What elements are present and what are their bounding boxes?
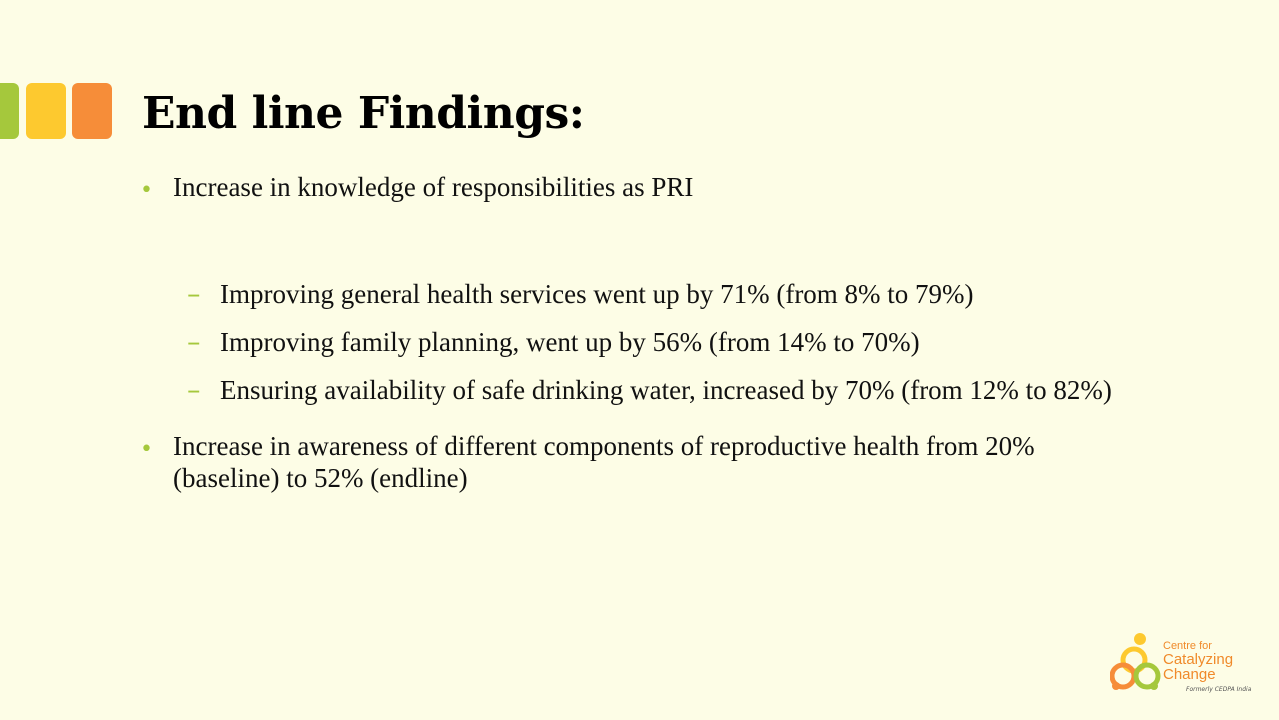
bullet-item xyxy=(140,172,1140,204)
sub-bullet-text: Improving family planning, went up by 56% (from 14% to 70%) xyxy=(220,326,920,357)
sub-bullet-item xyxy=(140,327,1140,359)
sub-bullet-item xyxy=(140,375,1140,407)
sub-bullet-marker: – xyxy=(187,278,201,310)
logo-text-line2: Catalyzing xyxy=(1163,651,1234,668)
bullet-text: Increase in awareness of different components of reproductive health from 20% (baseline) to 52% (endline) xyxy=(173,431,1035,494)
logo-tagline: Formerly CEDPA India xyxy=(1186,686,1252,693)
accent-block-green xyxy=(0,83,19,139)
sub-bullet-text: Ensuring availability of safe drinking water, increased by 70% (from 12% to 82%) xyxy=(220,374,1112,405)
logo-text-line1: Centre for xyxy=(1163,640,1212,652)
logo-text-line3: Change xyxy=(1163,666,1216,683)
organization-logo xyxy=(1110,630,1260,700)
sub-bullet-marker: – xyxy=(187,326,201,358)
accent-block-yellow xyxy=(26,83,66,139)
bullet-item xyxy=(140,431,1140,495)
slide-title: End line Findings: xyxy=(142,88,585,139)
sub-bullet-text: Improving general health services went up by 71% (from 8% to 79%) xyxy=(220,278,974,309)
bullet-text: Increase in knowledge of responsibilities as PRI xyxy=(173,172,694,202)
slide-content xyxy=(140,172,1140,495)
sub-bullet-item xyxy=(140,279,1140,311)
sub-bullet-marker: – xyxy=(187,374,201,406)
bullet-marker: • xyxy=(140,178,153,203)
accent-block-orange xyxy=(72,83,112,139)
bullet-marker: • xyxy=(140,437,153,463)
logo-emblem-icon xyxy=(1110,630,1170,700)
